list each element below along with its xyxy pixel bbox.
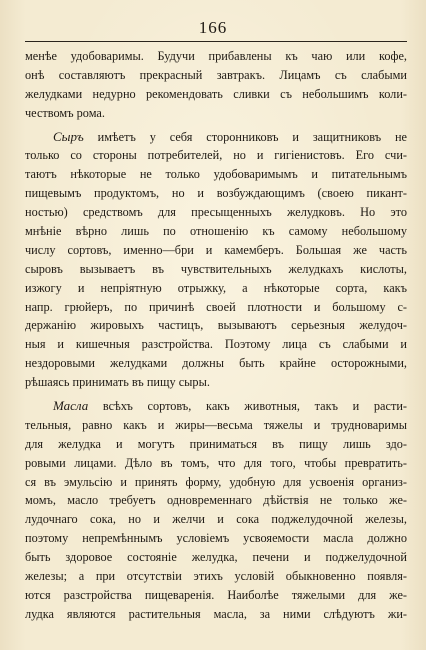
header-rule <box>25 41 407 42</box>
text-line: лудочнаго сока, но и желчи и сока поджелудочной железы, <box>25 512 407 527</box>
text-line: мнѣніе вѣрно лишь по отношенію къ самому небольшому <box>25 224 407 239</box>
text-line-first <box>25 397 407 416</box>
text-line: онѣ составляютъ прекрасный завтракъ. Лицамъ съ слабыми <box>25 67 407 82</box>
text-line: сыровъ вызываетъ въ чувствительныхъ желудкахъ кислоты, <box>25 261 407 276</box>
text-line: поэтому непремѣннымъ условіемъ усвояемости масла должно <box>25 531 407 546</box>
paragraph-oils <box>25 397 407 624</box>
text-line: желудками недурно рекомендовать сливки съ небольшимъ коли- <box>25 86 407 101</box>
text-line: изжогу и непріятную отрыжку, а нѣкоторые сорта, какъ <box>25 280 407 295</box>
text-line: быть здоровое состояніе желудка, печени и поджелудочной <box>25 550 407 565</box>
text-line: момъ, масло требуетъ одновременнаго дѣйствія не только же- <box>25 493 407 508</box>
text-line: ся въ эмульсію и принять форму, удобную для усвоенія организ- <box>25 474 407 489</box>
first-line-rest: имѣетъ у себя сторонниковъ и защитниковъ не <box>83 129 407 144</box>
page-number: 166 <box>198 18 228 37</box>
text-line: лудка являются растительныя масла, за ними слѣдуютъ жи- <box>25 606 407 621</box>
first-line-rest: всѣхъ сортовъ, какъ животныя, такъ и расти- <box>88 399 407 414</box>
text-line: ются разстройства пищеваренія. Наиболѣе тяжелыми для же- <box>25 587 407 602</box>
paragraph-cream <box>25 47 407 123</box>
text-line: напр. грюйеръ, по причинѣ своей плотности и большому с- <box>25 299 407 314</box>
text-line: держанію жировыхъ частицъ, вызываютъ серьезныя желудоч- <box>25 318 407 333</box>
lead-word-cheese: Сыръ <box>53 128 84 144</box>
text-line: железы; а при отсутствіи этихъ условій обыкновенно появля- <box>25 569 407 584</box>
text-line: числу сортовъ, именно—бри и камемберъ. Большая же часть <box>25 242 407 257</box>
text-line: рѣшаясь принимать въ пищу сыры. <box>25 375 210 390</box>
text-line: ровыми лицами. Дѣло въ томъ, что для того, чтобы превратить- <box>25 455 407 470</box>
text-line: ностью) средствомъ для пресыщенныхъ желудковъ. Но это <box>25 205 407 220</box>
text-line: для желудка и могутъ приниматься въ пищу лишь здо- <box>25 436 407 451</box>
text-line: только со стороны потребителей, но и гигіенистовъ. Его счи- <box>25 148 407 163</box>
text-line: нездоровыми желудками должны быть крайне осторожными, <box>25 356 407 371</box>
text-line: пищевымъ продуктомъ, но и возбуждающимъ (своею пикант- <box>25 186 407 201</box>
paragraph-cheese <box>25 128 407 392</box>
text-line: чествомъ рома. <box>25 105 105 120</box>
text-line: таютъ нѣкоторые не только удобоваримымъ и питательнымъ <box>25 167 407 182</box>
text-line: менѣе удобоваримы. Будучи прибавлены къ чаю или кофе, <box>25 49 407 63</box>
text-line: ныя и кишечныя разстройства. Поэтому лица съ слабыми и <box>25 337 407 352</box>
text-line: тельныя, равно какъ и жиры—весьма тяжелы и трудноваримы <box>25 417 407 432</box>
lead-word-oils: Масла <box>53 398 89 414</box>
text-line-first <box>25 128 407 147</box>
body-text <box>25 47 407 624</box>
